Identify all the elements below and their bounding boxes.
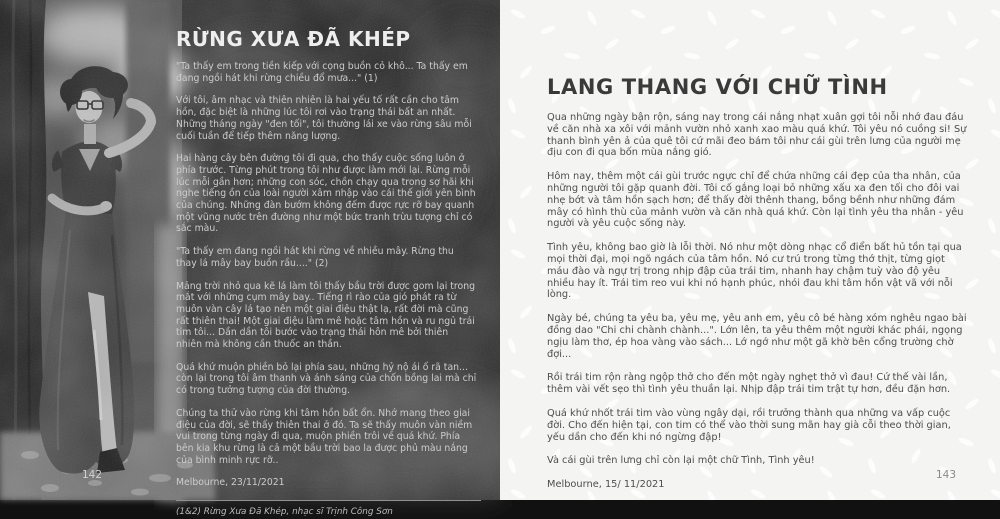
left-page-title: RỪNG XƯA ĐÃ KHÉP	[176, 27, 411, 51]
left-signature: Melbourne, 23/11/2021	[176, 477, 285, 489]
left-paragraph: Hai hàng cây bên đường tôi đi qua, cho thấy cuộc sống luôn ở phía trước. Từng phút trong tôi như được làm mới lại. Rừng mỗi lúc mỗi gần hơn; những con sóc, chồn chạy qua trong sợ hãi khi nghe tiếng ồn của loài người xâm nhập vào cái thế giới yên bình của chúng. Những đàn bướm không đếm được rực rỡ bay quanh một vũng nước trên đường như một bức tranh trừu tượng chỉ có sắc màu.	[176, 153, 476, 235]
left-paragraph: Chúng ta thử vào rừng khi tâm hồn bất ổn. Nhớ mang theo giai điệu của đời, sẽ thấy thiên thai ở đó. Ta sẽ thấy muôn vàn niềm vui trong từng ngày đi qua, muộn phiền trôi về quá khứ. Phía bên kia khu rừng là cả một bầu trời bao la được phủ màu nắng của bình minh rực rỡ..	[176, 407, 473, 466]
footnote-divider	[176, 500, 481, 501]
right-paragraph: Ngày bé, chúng ta yêu ba, yêu mẹ, yêu anh em, yêu cô bé hàng xóm nghêu ngao bài đồng dao "Chi chi chành chành...". Lớn lên, ta yêu thêm một người khác phái, ngọng ngịu làm thơ, ép hoa vàng vào sách... Lớ ngớ như một gã khờ bên cổng trường chờ đợi...	[547, 313, 967, 360]
left-quote-2: "Ta thấy em đang ngồi hát khi rừng về nhiều mây. Rừng thu thay lá mây bay buồn rầu...." (2)	[176, 246, 454, 269]
left-text-column	[176, 26, 477, 519]
right-text-column	[547, 74, 968, 503]
left-page	[0, 0, 500, 518]
right-signature: Melbourne, 15/ 11/2021	[547, 479, 665, 491]
right-paragraph: Và cái gùi trên lưng chỉ còn lại một chữ Tình, Tình yêu!	[547, 455, 815, 467]
footnote: (1&2) Rừng Xưa Đã Khép, nhạc sĩ Trịnh Công Sơn	[176, 507, 393, 518]
right-paragraph: Rồi trái tim rộn ràng ngộp thở cho đến một ngày nghẹt thở vì đau! Cứ thế vài lần, thêm vài vết sẹo thì tình yêu thuần lại. Nhịp đập trái tim trật tự hơn, đều đặn hơn.	[547, 372, 951, 396]
left-quote-1: "Ta thấy em trong tiền kiếp với cọng buồn cỏ khô... Ta thấy em đang ngồi hát khi rừng chiều đổ mưa..." (1)	[176, 61, 468, 84]
right-page	[500, 0, 1000, 500]
left-paragraph: Quá khứ muộn phiền bỏ lại phía sau, những hỷ nộ ái ố rã tan... còn lại trong tôi âm thanh và ánh sáng của chốn bồng lai mà chỉ có trong tưởng tượng của đời thường.	[176, 361, 477, 397]
right-paragraph: Quá khứ nhốt trái tim vào vùng ngây dại, rồi trưởng thành qua những va vấp cuộc đời. Cho đến hiện tại, con tim có thể vào thời sung mãn hay già cỗi theo thời gian, yếu dần cho đến khi nó ngừng đập!	[547, 407, 951, 443]
page-number-left: 142	[82, 469, 103, 481]
left-paragraph: Mảng trời nhỏ qua kẽ lá làm tôi thấy bầu trời được gom lại trong mắt với những cụm mây bay.. Tiếng rì rào của gió phát ra từ muôn vàn cây lá tạo nên một giai điệu thật lạ, rất đời mà cũng rất thiên thai! Một giai điệu làm mê hoặc tâm hồn và ru ngủ trái tim tôi... Dần dần tôi bước vào trạng thái hôn mê bởi thiên nhiên mà không cần thuốc an thần.	[176, 280, 476, 351]
right-page-title: LANG THANG VỚI CHỮ TÌNH	[547, 75, 888, 99]
page-number-right: 143	[936, 469, 957, 481]
right-paragraph: Tình yêu, không bao giờ là lỗi thời. Nó như một dòng nhạc cổ điển bất hủ tồn tại qua mọi thời đại, mọi ngõ ngách của tâm hồn. Nó cư trú trong từng thớ thịt, từng giọt máu đào và ngự trị trong nhịp đập của trái tim, nhanh hay chậm tuỳ vào độ yêu nhiều hay ít. Trái tim reo vui khi nó hạnh phúc, nhói đau khi tâm hồn vật vã với nỗi lòng.	[547, 242, 962, 301]
left-paragraph: Với tôi, âm nhạc và thiên nhiên là hai yếu tố rất cần cho tâm hồn, đặc biệt là những lúc tôi rơi vào trạng thái bất an nhất. Những tháng ngày "đen tối", tôi thường lái xe vào rừng sâu mỗi cuối tuần để tiếp thêm năng lượng.	[176, 95, 472, 142]
right-paragraph: Hôm nay, thêm một cái gùi trước ngực chỉ để chứa những cái đẹp của tha nhân, của những người tôi gặp quanh đời. Tôi cố gắng loại bỏ những xấu xa đen tối cho đôi vai nhẹ bớt và tâm hồn sạch hơn; để thấy đời thênh thang, bồng bềnh như những đám mây có hình thù của mảnh vườn và căn nhà quá khứ. Còn lại tình yêu tha nhân - yêu người và yêu cuộc sống này.	[547, 171, 964, 230]
right-paragraph: Qua những ngày bận rộn, sáng nay trong cái nắng nhạt xuân gợi tôi nỗi nhớ đau đáu về căn nhà xa xôi với mảnh vườn nhỏ xanh xao màu quá khứ. Tôi yêu nó cuồng si! Sự thanh bình yên ả của quê tôi cứ mãi đeo bám tôi như cái gùi trên lưng của người mẹ địu con đi qua bốn mùa nắng gió.	[547, 112, 967, 159]
